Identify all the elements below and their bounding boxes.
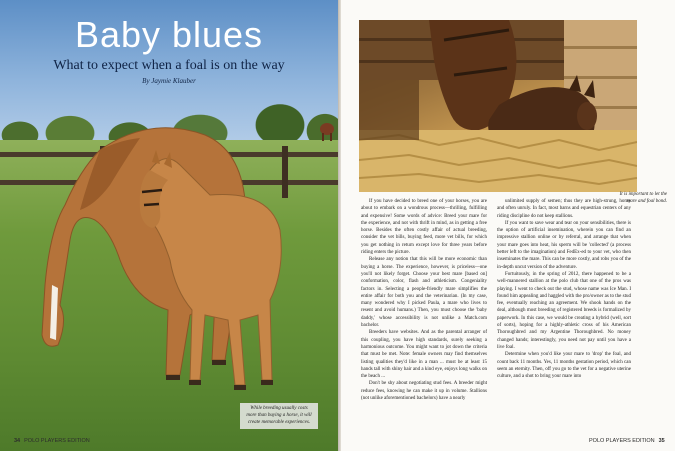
publication-name-left: POLO PLAYERS EDITION [24,438,90,444]
body-paragraph: If you have decided to breed one of your horses, you are about to embark on a wondrous process—thrilling, fulfilling and expensive! Some words of advice: Breed your mare for the experience, and not with thrift in mind, as in getting a free horse. Besides the often costly affair of actual breeding, consider the vet bills, buying feed, more vet bills, for which you get nothing in return except love for three years before riding enters the picture. [361,199,487,256]
right-page [341,0,675,451]
article-subtitle: What to expect when a foal is on the way [53,58,285,73]
article-title: Baby blues [74,14,264,55]
stall-photo [359,20,637,192]
body-paragraph: unlimited supply of semen; thus they are high-strung, horny and often unruly. In fact, most barns and equestrian centers of any riding discipline do not keep stallions. [497,199,631,219]
body-column-2 [497,198,631,380]
body-paragraph: Breeders have websites. And as the parental arranger of this coupling, you have high standards, surely seeking a harmonious outcome. You might want to jot down the criteria that must be met. Note: female owners may find themselves listing qualities they'd like in a man ... must be at least 15 hands tall with shiny hair and a kind eye, enjoys long walks on the beach ... [361,330,487,380]
footer-left [14,438,90,444]
mare-and-foal-stall-image [359,20,637,192]
page-number-right: 35 [658,438,665,444]
photo-caption-left: While breeding usually costs more than buying a horse, it will create memorable experiences. [240,403,318,429]
page-number-left: 34 [14,438,21,444]
body-paragraph: Release any notion that this will be more economic than buying a horse. The experience, however, is priceless—one you'll not likely forget. Choose your best mare [based on] conformation, color, flash and athleticism. Congeniality factors in. Selecting a people-friendly mare simplifies the entire affair for both you and the veterinarian. (In my case, many wondered why I picked Paula, a mare who lives to resent and avoid humans.) Then, you must choose the 'baby daddy,' whose accessibility is not unlike a Match.com bachelor. [361,257,487,329]
distant-horse [318,118,336,142]
body-paragraph: Fortuitously, in the spring of 2012, there happened to be a well-mannered stallion at the polo club that one of the pros was playing. I went to check out the stud, whose name was Ice Man. I found him appealing and haggled with the pro/owner as to the stud fee, eventually reaching an agreement. We shook hands on the deal, although most breeding of registered breeds is formalized by paperwork. In this case, we would be creating a hybrid (well, sort of sorts), hoping for a highly-athletic cross of his American Thoroughbred and my Argentine Thoroughbred. No money changed hands; interestingly, you need not pay until you have a live foal. [497,271,631,350]
body-paragraph: Determine when you'd like your mare to 'drop' the foal, and count back 11 months. Yes, 11 months gestation period, which can seem an eternity. Then, off you go to the vet for a negative uterine culture, and a shot to bring your mare into [497,352,631,380]
footer-right [589,438,665,444]
publication-name-right: POLO PLAYERS EDITION [589,438,655,444]
mare-and-foal-photo [40,110,320,410]
body-paragraph: Don't be shy about negotiating stud fees. A breeder might reduce fees, knowing he can make it up in volume. Stallions (not unlike aforementioned bachelors) have a nearly [361,381,487,402]
article-byline: By Jaymie Klauber [142,77,196,85]
body-paragraph: If you want to save wear and tear on your sensibilities, there is the option of artificial insemination, wherein you can find an impressive stallion online or by referral, and arrange that when your mare goes into heat, his sperm will be 'collected' (a process better left to the imagination) and FedEx-ed to your vet, who then inseminates the mare. This can be more costly, and robs you of the in-depth uncut version of the adventure. [497,220,631,270]
photo-caption-right: It is important to let the mare and foal bond. [619,192,667,204]
body-column-1 [361,198,487,402]
